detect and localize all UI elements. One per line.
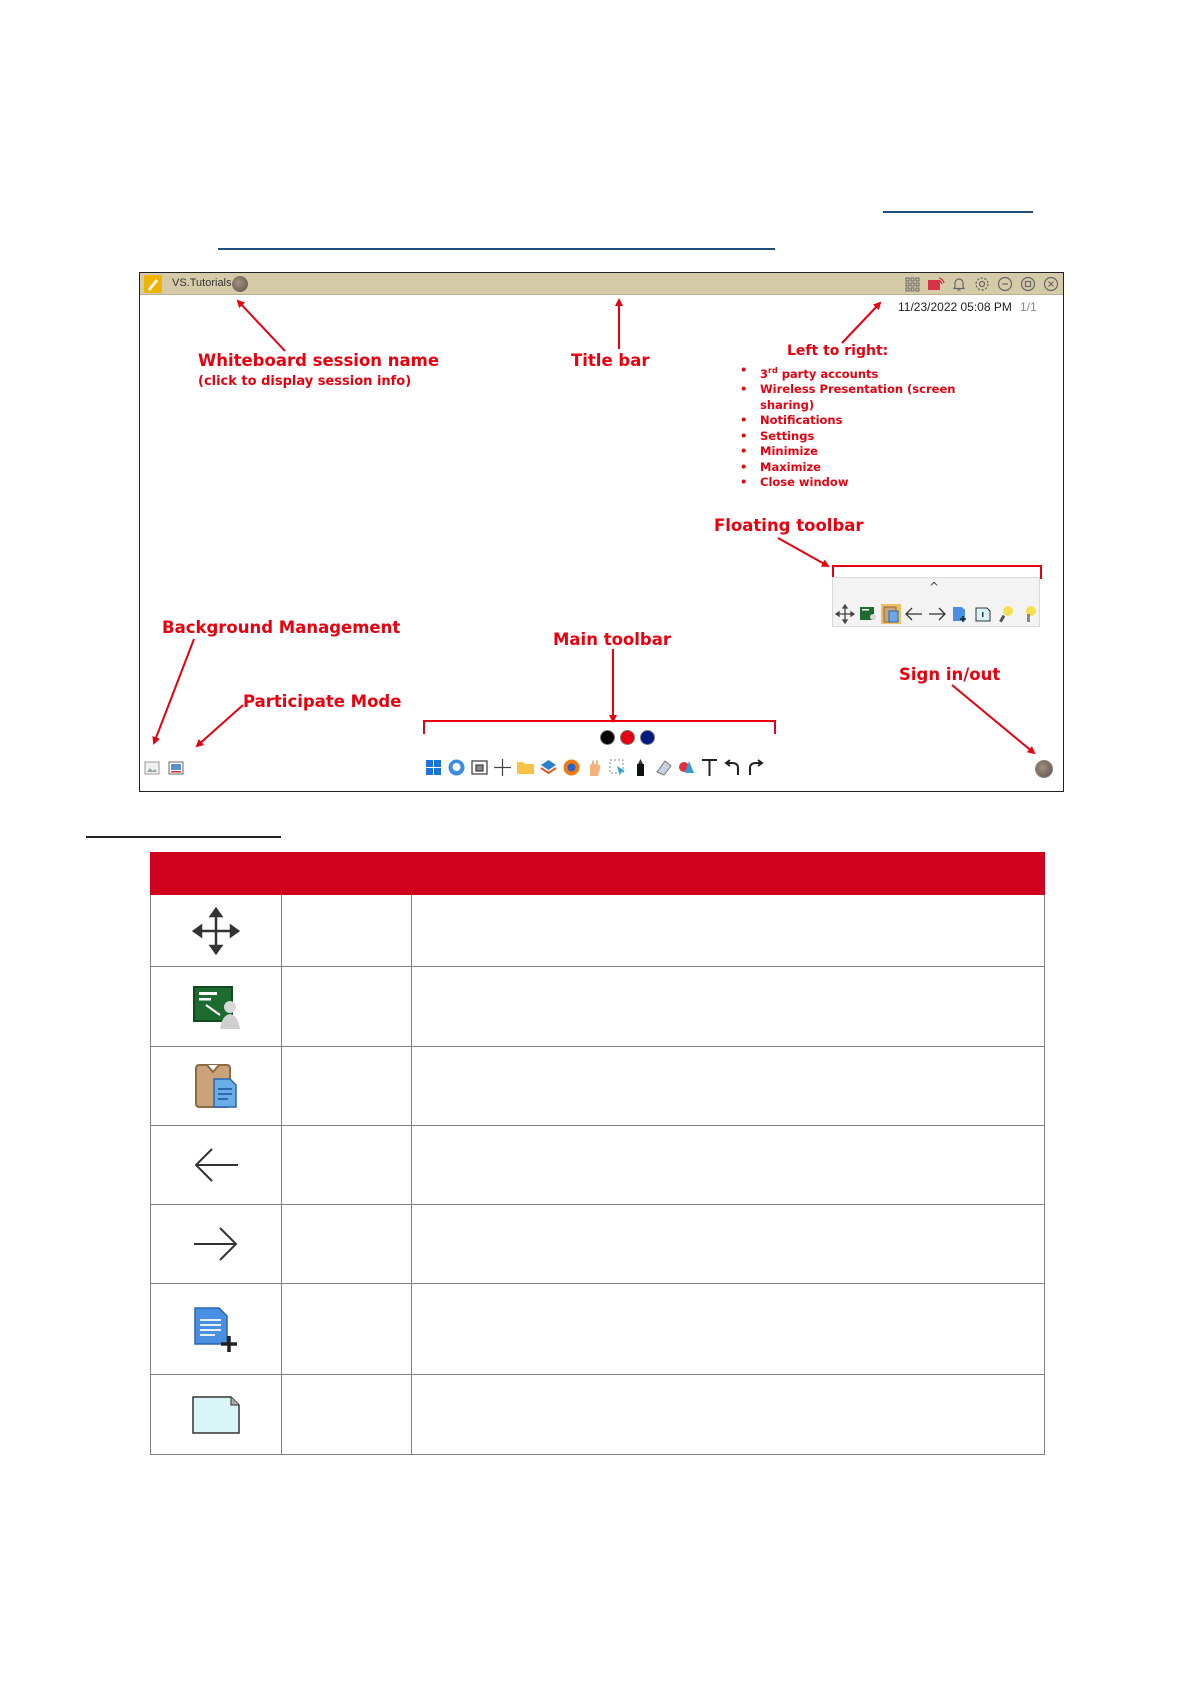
table-row: [151, 1047, 1045, 1126]
icon-table: [150, 852, 1045, 1455]
session-name[interactable]: VS.Tutorials: [172, 277, 232, 289]
screen-capture-icon[interactable]: [469, 757, 490, 778]
callout-arrows: [140, 273, 1064, 792]
table-name-cell: [281, 967, 412, 1047]
presenter-board-icon[interactable]: [858, 604, 878, 624]
table-name-cell: [281, 1205, 412, 1284]
sign-in-out-avatar-icon[interactable]: [1035, 760, 1053, 778]
table-icon-cell: [151, 1205, 282, 1284]
spotlight-mic-icon[interactable]: [1019, 604, 1039, 624]
callout-list-item: • Notifications: [734, 413, 962, 429]
callout-list-item: • 3rd party accounts: [734, 363, 962, 382]
participate-mode-icon[interactable]: [168, 760, 184, 776]
text-tool-icon[interactable]: [699, 757, 720, 778]
pen-color-blue[interactable]: [640, 730, 655, 745]
undo-icon[interactable]: [722, 757, 743, 778]
arrow-right-icon: [192, 1224, 240, 1264]
windows-start-icon[interactable]: [423, 757, 444, 778]
main-toolbar: [423, 730, 763, 780]
callout-sign-in-out: Sign in/out: [899, 665, 1001, 684]
arrow-left-icon: [192, 1145, 240, 1185]
table-name-cell: [281, 1284, 412, 1375]
browser-icon[interactable]: [561, 757, 582, 778]
select-icon[interactable]: [607, 757, 628, 778]
callout-floating-toolbar: Floating toolbar: [714, 516, 864, 535]
link-underline-second-line[interactable]: [218, 248, 775, 250]
callout-list-item: • Minimize: [734, 444, 962, 460]
pen-color-red[interactable]: [620, 730, 635, 745]
table-description-cell: [412, 967, 1045, 1047]
eraser-icon[interactable]: [653, 757, 674, 778]
pen-color-black[interactable]: [600, 730, 615, 745]
callout-list-item: • Wireless Presentation (screen sharing): [734, 382, 962, 413]
table-icon-cell: [151, 895, 282, 967]
table-row: [151, 895, 1045, 967]
table-header-description: [412, 853, 1045, 895]
table-description-cell: [412, 1375, 1045, 1455]
table-icon-cell: [151, 1375, 282, 1455]
shape-tools-icon[interactable]: [676, 757, 697, 778]
callout-list-item: • Settings: [734, 429, 962, 445]
table-name-cell: [281, 895, 412, 967]
table-description-cell: [412, 1047, 1045, 1126]
callout-participate-mode: Participate Mode: [243, 692, 402, 711]
move-tool-icon[interactable]: [492, 757, 513, 778]
hand-pan-icon[interactable]: [584, 757, 605, 778]
table-row: [151, 1375, 1045, 1455]
callout-left-to-right: Left to right:: [787, 343, 889, 359]
link-underline-top-right[interactable]: [883, 211, 1033, 213]
arrow-left-icon[interactable]: [904, 604, 924, 624]
folder-icon[interactable]: [515, 757, 536, 778]
spotlight-icon[interactable]: [996, 604, 1016, 624]
main-toolbar-buttons: [423, 757, 766, 779]
table-description-cell: [412, 1284, 1045, 1375]
arrow-right-icon[interactable]: [927, 604, 947, 624]
table-name-cell: [281, 1126, 412, 1205]
table-icon-cell: [151, 967, 282, 1047]
table-icon-cell: [151, 1047, 282, 1126]
add-page-icon: [193, 1306, 239, 1352]
callout-session-name-sub: (click to display session info): [198, 374, 412, 389]
callout-background-management: Background Management: [162, 618, 401, 637]
clipboard-icon: [194, 1061, 238, 1111]
callout-title-bar: Title bar: [571, 351, 650, 370]
toolbox-icon[interactable]: [538, 757, 559, 778]
page-counter: 1/1: [1020, 300, 1037, 314]
callout-session-name: Whiteboard session name: [198, 351, 440, 370]
table-row: [151, 1126, 1045, 1205]
meeting-icon[interactable]: [446, 757, 467, 778]
whiteboard-screenshot: [139, 272, 1064, 792]
callout-list-item: • Maximize: [734, 460, 962, 476]
move-arrows-icon[interactable]: [835, 604, 855, 624]
background-management-icon[interactable]: [144, 760, 160, 776]
clipboard-icon[interactable]: [881, 604, 901, 624]
table-row: [151, 1284, 1045, 1375]
redo-icon[interactable]: [745, 757, 766, 778]
callout-list-item: • Close window: [734, 475, 962, 491]
table-row: [151, 1205, 1045, 1284]
floating-toolbar-buttons: [835, 604, 1039, 626]
table-name-cell: [281, 1375, 412, 1455]
presenter-board-icon: [192, 985, 240, 1029]
blank-page-icon[interactable]: [973, 604, 993, 624]
marker-pen-icon[interactable]: [630, 757, 651, 778]
collapse-caret-icon[interactable]: ^: [929, 580, 940, 594]
table-description-cell: [412, 895, 1045, 967]
table-row: [151, 967, 1045, 1047]
floating-toolbar: [832, 577, 1040, 627]
table-icon-cell: [151, 1126, 282, 1205]
section-heading-underline: [86, 836, 281, 838]
callout-main-toolbar: Main toolbar: [553, 630, 671, 649]
blank-page-icon: [191, 1395, 241, 1435]
move-arrows-icon: [192, 907, 240, 955]
table-description-cell: [412, 1126, 1045, 1205]
table-name-cell: [281, 1047, 412, 1126]
table-header-row: [151, 853, 1045, 895]
date-time-display: 11/23/2022 05:08 PM: [898, 300, 1012, 314]
table-description-cell: [412, 1205, 1045, 1284]
table-header-icon: [151, 853, 412, 895]
table-icon-cell: [151, 1284, 282, 1375]
add-page-icon[interactable]: [950, 604, 970, 624]
